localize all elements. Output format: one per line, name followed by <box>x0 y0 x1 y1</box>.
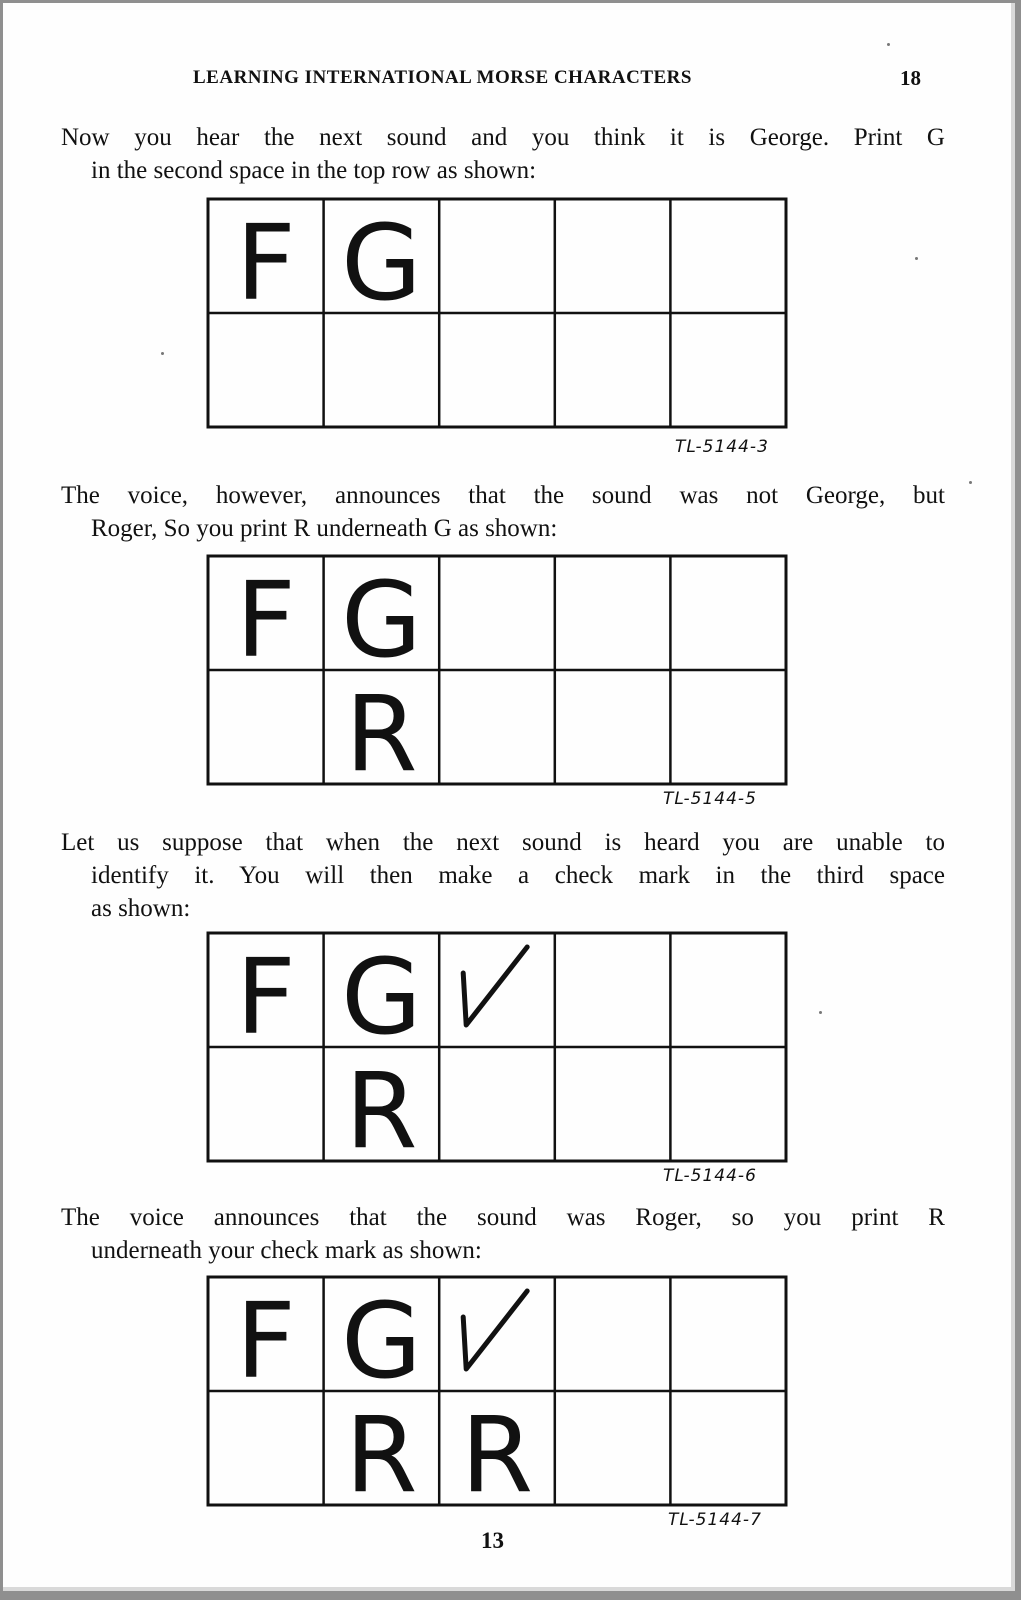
paragraph-2-line-2: Roger, So you print R underneath G as shown: <box>91 515 558 542</box>
grid-figure-4-svg <box>206 1275 788 1507</box>
figure-1-label: TL-5144-3 <box>675 437 769 457</box>
check-mark-icon <box>463 1291 527 1369</box>
scan-speck <box>819 1011 822 1014</box>
cell-letter: G <box>341 202 422 324</box>
page-number-bottom: 13 <box>481 1528 504 1553</box>
paragraph-1 <box>61 121 945 187</box>
cell-letter: G <box>341 1280 422 1402</box>
paragraph-1-line-1: Now you hear the next sound and you think it is George. Print G <box>61 124 945 151</box>
grid-figure-3-svg <box>206 931 788 1163</box>
figure-2-label: TL-5144-5 <box>663 789 757 809</box>
figure-4-label: TL-5144-7 <box>668 1510 762 1530</box>
cell-letter: R <box>345 1050 418 1163</box>
paragraph-4-line-1: The voice announces that the sound was Roger, so you print R <box>61 1204 945 1231</box>
figure-3-label: TL-5144-6 <box>663 1166 757 1186</box>
grid-figure-2-svg <box>206 554 788 786</box>
paragraph-4 <box>61 1201 945 1267</box>
paragraph-3 <box>61 826 945 925</box>
grid-figure-1-svg <box>206 197 788 429</box>
cell-letter: F <box>235 936 296 1058</box>
cell-letter: F <box>235 1280 296 1402</box>
paragraph-3-line-2: identify it. You will then make a check mark in the third space <box>91 862 945 889</box>
paragraph-4-line-2: underneath your check mark as shown: <box>91 1237 482 1264</box>
scan-speck <box>969 481 972 484</box>
check-mark-icon <box>463 947 527 1025</box>
running-head: LEARNING INTERNATIONAL MORSE CHARACTERS <box>193 67 692 88</box>
cell-letter: R <box>460 1394 534 1507</box>
cell-letter: F <box>235 559 296 681</box>
cell-letter: R <box>345 673 418 786</box>
paragraph-2-line-1: The voice, however, announces that the sound was not George, but <box>61 482 945 509</box>
book-page <box>3 3 1015 1591</box>
cell-letter: F <box>235 202 296 324</box>
paragraph-1-line-2: in the second space in the top row as shown: <box>91 157 537 184</box>
grid-figure-2 <box>206 554 788 786</box>
scan-speck <box>915 257 918 260</box>
grid-figure-1 <box>206 197 788 429</box>
grid-figure-4 <box>206 1275 788 1507</box>
cell-letter: R <box>345 1394 418 1507</box>
paragraph-2 <box>61 479 945 545</box>
scan-speck <box>887 43 890 46</box>
grid-figure-3 <box>206 931 788 1163</box>
paragraph-3-line-1: Let us suppose that when the next sound is heard you are unable to <box>61 829 945 856</box>
paragraph-3-line-3: as shown: <box>91 895 191 922</box>
scan-speck <box>161 352 164 355</box>
page-number-top: 18 <box>900 66 921 90</box>
cell-letter: G <box>341 936 422 1058</box>
cell-letter: G <box>341 559 422 681</box>
